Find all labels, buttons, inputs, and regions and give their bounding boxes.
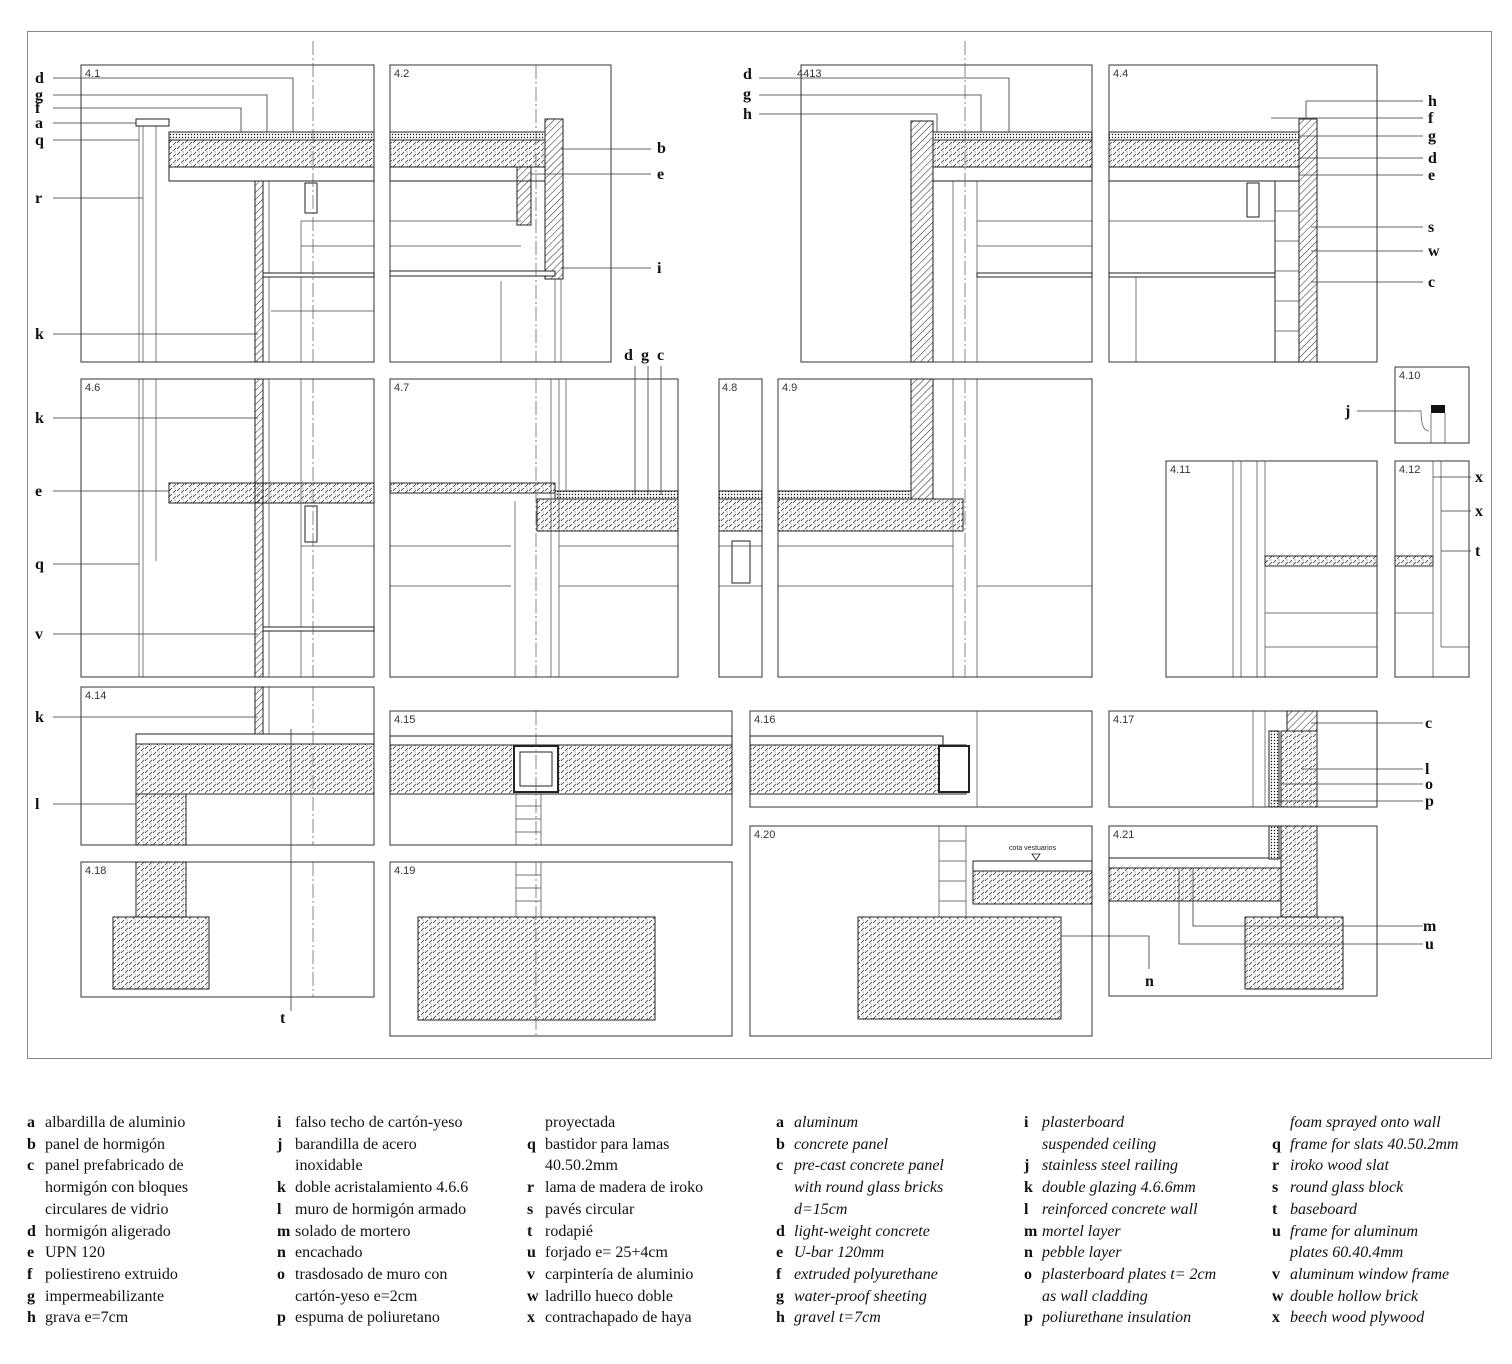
legend-text: aluminum (794, 1114, 858, 1131)
callout-e: e (35, 483, 43, 500)
legend-key: w (1272, 1287, 1284, 1305)
callout-k: k (35, 410, 44, 427)
callout-g: g (1428, 128, 1436, 145)
legend-key: h (27, 1309, 36, 1327)
legend-key (27, 1199, 45, 1221)
panel-number: 4.17 (1113, 714, 1135, 726)
callout-m: m (1423, 918, 1437, 935)
callout-t: t (280, 1010, 286, 1027)
callout-j: j (1345, 403, 1351, 420)
legend-key (1024, 1134, 1042, 1156)
legend-text: iroko wood slat (1290, 1157, 1389, 1175)
legend-key: i (1024, 1114, 1029, 1131)
legend-key: a (27, 1114, 35, 1131)
callout-c: c (1428, 274, 1436, 291)
legend-row (277, 1112, 468, 1134)
legend-row (27, 1307, 188, 1329)
callout-p: p (1425, 793, 1434, 810)
callout-l: l (1425, 761, 1430, 778)
legend-row (1272, 1112, 1458, 1134)
legend-row (1272, 1242, 1458, 1264)
legend-text: falso techo de cartón-yeso (295, 1114, 463, 1131)
legend-row (277, 1307, 468, 1329)
legend-text: gravel t=7cm (794, 1309, 881, 1327)
legend-key: a (776, 1114, 784, 1131)
callout-k: k (35, 326, 44, 343)
panel-number: 4.6 (85, 382, 101, 394)
legend-text: panel prefabricado de (45, 1157, 184, 1175)
legend-key: s (1272, 1179, 1279, 1197)
legend-row (776, 1242, 944, 1264)
legend-text: poliestireno extruido (45, 1265, 178, 1283)
callout-g: g (641, 347, 649, 364)
legend-key: l (277, 1200, 282, 1218)
legend-text: concrete panel (794, 1135, 889, 1153)
callout-w: w (1428, 243, 1440, 260)
callout-d: d (743, 66, 752, 83)
legend-row (1024, 1221, 1216, 1243)
legend-key: j (1024, 1157, 1030, 1175)
legend-row (527, 1177, 703, 1199)
legend-row (27, 1242, 188, 1264)
legend-row (27, 1221, 188, 1243)
legend-row (527, 1155, 703, 1177)
legend-key: o (277, 1265, 285, 1283)
panel-number: 4.19 (394, 865, 416, 877)
legend-key (527, 1155, 545, 1177)
panel-number: 4.14 (85, 690, 107, 702)
legend-row (527, 1264, 703, 1286)
legend-key: e (776, 1244, 784, 1262)
legend-row (527, 1221, 703, 1243)
legend-key: c (776, 1157, 784, 1175)
panel-4-16 (750, 711, 1092, 807)
legend-row (1024, 1155, 1216, 1177)
panel-number: 4.9 (782, 382, 798, 394)
legend-key: t (527, 1222, 533, 1240)
legend-row (1024, 1264, 1216, 1286)
callout-r: r (35, 190, 43, 207)
callout-k: k (35, 709, 44, 726)
callout-a: a (35, 115, 43, 132)
legend-text: with round glass bricks (794, 1179, 944, 1197)
legend-key: x (1272, 1309, 1280, 1327)
panel-4-12 (1395, 461, 1469, 677)
legend-row (776, 1221, 944, 1243)
legend-key: c (27, 1157, 35, 1175)
callout-q: q (35, 556, 44, 573)
legend-row (27, 1199, 188, 1221)
legend-text: beech wood plywood (1290, 1309, 1425, 1327)
legend-text: impermeabilizante (45, 1287, 165, 1305)
legend-text: albardilla de aluminio (45, 1114, 186, 1131)
legend-text: mortel layer (1042, 1222, 1121, 1240)
legend-key: p (277, 1309, 286, 1327)
legend-text: 40.50.2mm (545, 1157, 618, 1175)
legend-row (1272, 1307, 1458, 1329)
legend-key: g (776, 1287, 784, 1305)
legend-row (1024, 1242, 1216, 1264)
callout-u: u (1425, 936, 1434, 953)
legend-text: carpintería de aluminio (545, 1265, 694, 1283)
panel-number: 4.2 (394, 68, 410, 80)
legend-key: p (1024, 1309, 1033, 1327)
legend-row (527, 1286, 703, 1308)
panel-4-10 (1395, 367, 1469, 443)
legend-text: foam sprayed onto wall (1290, 1114, 1441, 1131)
callout-d: d (624, 347, 633, 364)
legend-english-col-2 (1024, 1112, 1216, 1329)
legend-key: s (527, 1200, 534, 1218)
panel-number: 4.8 (722, 382, 738, 394)
legend-key: n (1024, 1244, 1033, 1262)
callout-o: o (1425, 776, 1433, 793)
legend-row (527, 1112, 703, 1134)
callout-t: t (1475, 543, 1481, 560)
panel-4-6 (81, 379, 374, 677)
legend-row (527, 1242, 703, 1264)
panel-4-9 (778, 379, 1092, 677)
legend-row (1024, 1134, 1216, 1156)
legend-text: as wall cladding (1042, 1287, 1148, 1305)
callout-l: l (35, 796, 40, 813)
panel-number: 4.12 (1399, 464, 1421, 476)
legend-text: d=15cm (794, 1200, 848, 1218)
legend-row (277, 1221, 468, 1243)
legend-key (1272, 1112, 1290, 1134)
legend-row (277, 1242, 468, 1264)
legend-key: e (27, 1244, 35, 1262)
legend-row (277, 1134, 468, 1156)
panel-number: 4413 (797, 68, 822, 80)
legend-key: b (27, 1135, 36, 1153)
legend-text: trasdosado de muro con (295, 1265, 448, 1283)
panel-number: 4.1 (85, 68, 101, 80)
level-annotation: cota vestuarios (1009, 845, 1057, 852)
legend-text: doble acristalamiento 4.6.6 (295, 1179, 469, 1197)
legend-row (277, 1264, 468, 1286)
legend-row (1272, 1177, 1458, 1199)
legend-key: m (1024, 1222, 1038, 1240)
panel-4-2 (390, 65, 611, 362)
legend-key: k (277, 1179, 286, 1197)
legend-text: suspended ceiling (1042, 1135, 1157, 1153)
legend-text: plasterboard plates t= 2cm (1042, 1265, 1217, 1283)
legend-row (527, 1134, 703, 1156)
legend-text: panel de hormigón (45, 1135, 165, 1153)
callout-i: i (657, 260, 662, 277)
legend-text: barandilla de acero (295, 1135, 417, 1153)
legend-text: solado de mortero (295, 1222, 411, 1240)
legend-text: UPN 120 (45, 1244, 106, 1262)
callout-h: h (1428, 93, 1437, 110)
panel-4-17 (1109, 711, 1377, 807)
legend-text: bastidor para lamas (545, 1135, 670, 1153)
legend-text: grava e=7cm (45, 1309, 129, 1327)
legend-key: f (27, 1265, 33, 1283)
legend-key: m (277, 1222, 291, 1240)
panel-4-19 (390, 862, 732, 1036)
legend-text: round glass block (1290, 1179, 1404, 1197)
legend-key: k (1024, 1179, 1033, 1197)
legend-key: r (527, 1179, 535, 1197)
legend-row (776, 1155, 944, 1177)
legend-text: U-bar 120mm (794, 1244, 885, 1262)
panel-number: 4.18 (85, 865, 107, 877)
panel-4-21 (1109, 826, 1377, 996)
legend-key: j (277, 1135, 283, 1153)
legend-text: plates 60.40.4mm (1290, 1244, 1404, 1262)
callout-f: f (35, 100, 41, 117)
callout-b: b (657, 140, 666, 157)
legend-text: reinforced concrete wall (1042, 1200, 1198, 1218)
callout-g: g (35, 87, 43, 104)
legend-text: frame for aluminum (1290, 1222, 1418, 1240)
legend-row (277, 1155, 468, 1177)
legend-key (27, 1177, 45, 1199)
legend-row (27, 1264, 188, 1286)
callout-n: n (1145, 973, 1154, 990)
legend-row (27, 1112, 188, 1134)
legend-row (1024, 1199, 1216, 1221)
drawing-sheet-frame (27, 31, 1492, 1059)
legend-row (776, 1112, 944, 1134)
legend-key (1024, 1286, 1042, 1308)
panel-number: 4.16 (754, 714, 776, 726)
legend-text: pavés circular (545, 1200, 635, 1218)
legend-key: v (527, 1265, 535, 1283)
legend-text: contrachapado de haya (545, 1309, 692, 1327)
construction-details-drawing (28, 32, 1491, 1058)
legend-row (27, 1177, 188, 1199)
legend-text: proyectada (545, 1114, 616, 1131)
legend-text: cartón-yeso e=2cm (295, 1287, 418, 1305)
legend-text: double hollow brick (1290, 1287, 1418, 1305)
legend-text: plasterboard (1042, 1114, 1125, 1131)
legend-row (1272, 1134, 1458, 1156)
legend-text: circulares de vidrio (45, 1200, 169, 1218)
legend-row (277, 1286, 468, 1308)
legend-row (776, 1199, 944, 1221)
legend-row (776, 1177, 944, 1199)
legend-text: inoxidable (295, 1157, 363, 1175)
legend-text: lama de madera de iroko (545, 1179, 704, 1197)
legend-row (1272, 1264, 1458, 1286)
legend-key (277, 1155, 295, 1177)
legend-text: pebble layer (1042, 1244, 1122, 1262)
legend-key: d (27, 1222, 36, 1240)
legend-text: aluminum window frame (1290, 1265, 1450, 1283)
panel-4-15 (390, 711, 732, 845)
legend-row (1024, 1286, 1216, 1308)
legend-row (277, 1177, 468, 1199)
callout-x: x (1475, 503, 1483, 520)
panel-number: 4.11 (1170, 464, 1191, 476)
legend-spanish-col-3 (527, 1112, 703, 1329)
legend-key: l (1024, 1200, 1029, 1218)
legend-row (527, 1199, 703, 1221)
legend-key: v (1272, 1265, 1280, 1283)
panel-4-18 (81, 862, 374, 997)
legend-key: o (1024, 1265, 1032, 1283)
legend-row (1024, 1307, 1216, 1329)
legend-key: t (1272, 1200, 1278, 1218)
legend-key: q (527, 1135, 536, 1153)
panel-4-3 (797, 41, 1092, 362)
legend-text: forjado e= 25+4cm (545, 1244, 668, 1262)
legend-spanish-col-1 (27, 1112, 188, 1329)
legend-key: h (776, 1309, 785, 1327)
legend-key (776, 1199, 794, 1221)
legend-key: f (776, 1265, 782, 1283)
legend-row (1024, 1177, 1216, 1199)
legend-text: espuma de poliuretano (295, 1309, 440, 1327)
legend-text: poliurethane insulation (1042, 1309, 1192, 1327)
legend-key: w (527, 1287, 539, 1305)
legend-key: i (277, 1114, 282, 1131)
legend-text: ladrillo hueco doble (545, 1287, 673, 1305)
legend-key: n (277, 1244, 286, 1262)
panel-4-11 (1166, 461, 1377, 677)
legend-row (1024, 1112, 1216, 1134)
legend-row (1272, 1221, 1458, 1243)
legend-row (27, 1134, 188, 1156)
callout-v: v (35, 626, 43, 643)
legend-key: u (527, 1244, 536, 1262)
legend-key: x (527, 1309, 535, 1327)
legend-row (1272, 1199, 1458, 1221)
panel-number: 4.15 (394, 714, 416, 726)
legend-text: rodapié (545, 1222, 593, 1240)
legend-key: g (27, 1287, 35, 1305)
legend-text: stainless steel railing (1042, 1157, 1178, 1175)
panel-4-1 (81, 41, 374, 362)
panel-number: 4.10 (1399, 370, 1421, 382)
callout-e: e (657, 166, 665, 183)
panel-number: 4.20 (754, 829, 776, 841)
legend-text: light-weight concrete (794, 1222, 930, 1240)
legend-key: q (1272, 1135, 1281, 1153)
legend-key: d (776, 1222, 785, 1240)
legend-row (527, 1307, 703, 1329)
callout-x: x (1475, 469, 1483, 486)
panel-number: 4.4 (1113, 68, 1129, 80)
callout-d: d (35, 70, 44, 87)
legend-text: extruded polyurethane (794, 1265, 938, 1283)
panel-4-4 (1109, 65, 1377, 362)
legend-key (1272, 1242, 1290, 1264)
panel-4-20 (750, 826, 1092, 1036)
callout-g: g (743, 86, 751, 103)
legend-row (27, 1286, 188, 1308)
legend-key: r (1272, 1157, 1280, 1175)
legend-row (776, 1307, 944, 1329)
legend-spanish-col-2 (277, 1112, 468, 1329)
legend-text: hormigón con bloques (45, 1179, 189, 1197)
legend-row (776, 1286, 944, 1308)
panel-number: 4.21 (1113, 829, 1135, 841)
panel-4-14 (81, 687, 374, 845)
legend-text: frame for slats 40.50.2mm (1290, 1135, 1459, 1153)
callout-e: e (1428, 167, 1436, 184)
panel-number: 4.7 (394, 382, 410, 394)
legend-text: baseboard (1290, 1200, 1357, 1218)
panel-4-8 (719, 379, 762, 677)
callout-c: c (1425, 715, 1433, 732)
callout-h: h (743, 106, 752, 123)
legend-row (27, 1155, 188, 1177)
legend-text: pre-cast concrete panel (794, 1157, 944, 1175)
legend-text: muro de hormigón armado (295, 1200, 467, 1218)
legend-key (527, 1112, 545, 1134)
legend-row (776, 1264, 944, 1286)
legend-english-col-1 (776, 1112, 944, 1329)
legend-row (776, 1134, 944, 1156)
legend-text: hormigón aligerado (45, 1222, 171, 1240)
callout-q: q (35, 132, 44, 149)
legend-key (277, 1286, 295, 1308)
legend-text: encachado (295, 1244, 363, 1262)
legend-english-col-3 (1272, 1112, 1458, 1329)
legend-key: u (1272, 1222, 1281, 1240)
legend-key: b (776, 1135, 785, 1153)
legend-key (776, 1177, 794, 1199)
legend-text: double glazing 4.6.6mm (1042, 1179, 1196, 1197)
legend-row (277, 1199, 468, 1221)
callout-c: c (657, 347, 665, 364)
callout-d: d (1428, 150, 1437, 167)
legend-text: water-proof sheeting (794, 1287, 927, 1305)
callout-f: f (1428, 110, 1434, 127)
legend-row (1272, 1155, 1458, 1177)
callout-s: s (1428, 219, 1435, 236)
legend-row (1272, 1286, 1458, 1308)
